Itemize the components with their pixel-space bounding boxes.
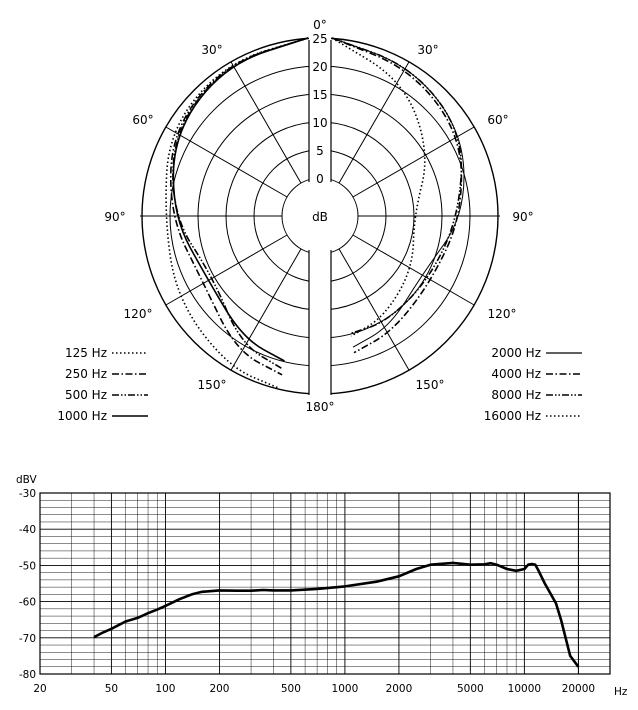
y-tick-label: -60 [18,596,36,609]
angle-label-left-120: 120° [123,307,153,321]
fr-grid [40,493,610,674]
y-tick-label: -80 [18,669,36,681]
y-tick-label: -50 [18,560,36,573]
polar-chart [57,18,582,423]
y-axis-unit-label: dBV [16,474,37,486]
x-tick-label: 2000 [385,683,413,695]
angle-label-left-150: 150° [197,378,227,392]
y-tick-label: -40 [18,524,36,537]
legend-label-16000hz: 16000 Hz [483,409,541,423]
polar-radial-tick-label: 20 [312,60,328,74]
x-tick-label: 10000 [507,683,542,695]
legend-label-250hz: 250 Hz [64,367,107,381]
polar-top-gap [309,36,331,186]
legend-label-8000hz: 8000 Hz [491,388,541,402]
polar-radial-tick-label: 5 [316,144,324,158]
x-tick-label: 20 [33,683,47,695]
frequency-response-line [94,563,578,667]
polar-series-500hz [173,38,308,369]
x-tick-label: 1000 [331,683,359,695]
legend-label-4000hz: 4000 Hz [491,367,541,381]
polar-center-label: dB [312,210,328,224]
y-tick-label: -30 [18,488,36,500]
polar-radial-tick-label: 15 [312,88,328,102]
polar-series-1000hz [173,38,308,361]
legend-label-2000hz: 2000 Hz [491,346,541,360]
angle-label-right-90: 90° [512,210,534,224]
angle-label-left-60: 60° [132,113,154,127]
x-tick-label: 50 [104,683,119,695]
angle-label-0: 0° [313,18,327,32]
x-tick-label: 5000 [456,683,484,695]
polar-series-250hz [171,38,308,375]
polar-series-16000hz [332,38,425,336]
legend-right [484,346,582,423]
fr-x-tick-labels [33,683,595,695]
angle-label-right-60: 60° [487,113,509,127]
x-axis-unit-label: Hz [614,686,628,698]
angle-label-180: 180° [305,400,335,414]
angle-label-left-30: 30° [201,43,223,57]
legend-label-125hz: 125 Hz [64,346,107,360]
frequency-response-chart [16,474,628,698]
polar-radial-tick-label: 10 [312,116,328,130]
x-tick-label: 200 [209,683,230,695]
legend-label-1000hz: 1000 Hz [57,409,107,423]
legend-label-500hz: 500 Hz [64,388,107,402]
legend-left [57,346,148,423]
polar-radial-tick-label: 0 [316,172,324,186]
x-tick-label: 500 [280,683,301,695]
x-tick-label: 100 [155,683,176,695]
y-tick-label: -70 [18,632,36,645]
x-tick-label: 20000 [561,683,596,695]
polar-bottom-gap [309,246,331,396]
angle-label-right-150: 150° [415,378,445,392]
fr-y-tick-labels [19,488,36,681]
angle-label-right-30: 30° [417,43,439,57]
polar-radial-tick-label: 25 [312,32,328,46]
angle-label-left-90: 90° [104,210,126,224]
angle-label-right-120: 120° [487,307,517,321]
